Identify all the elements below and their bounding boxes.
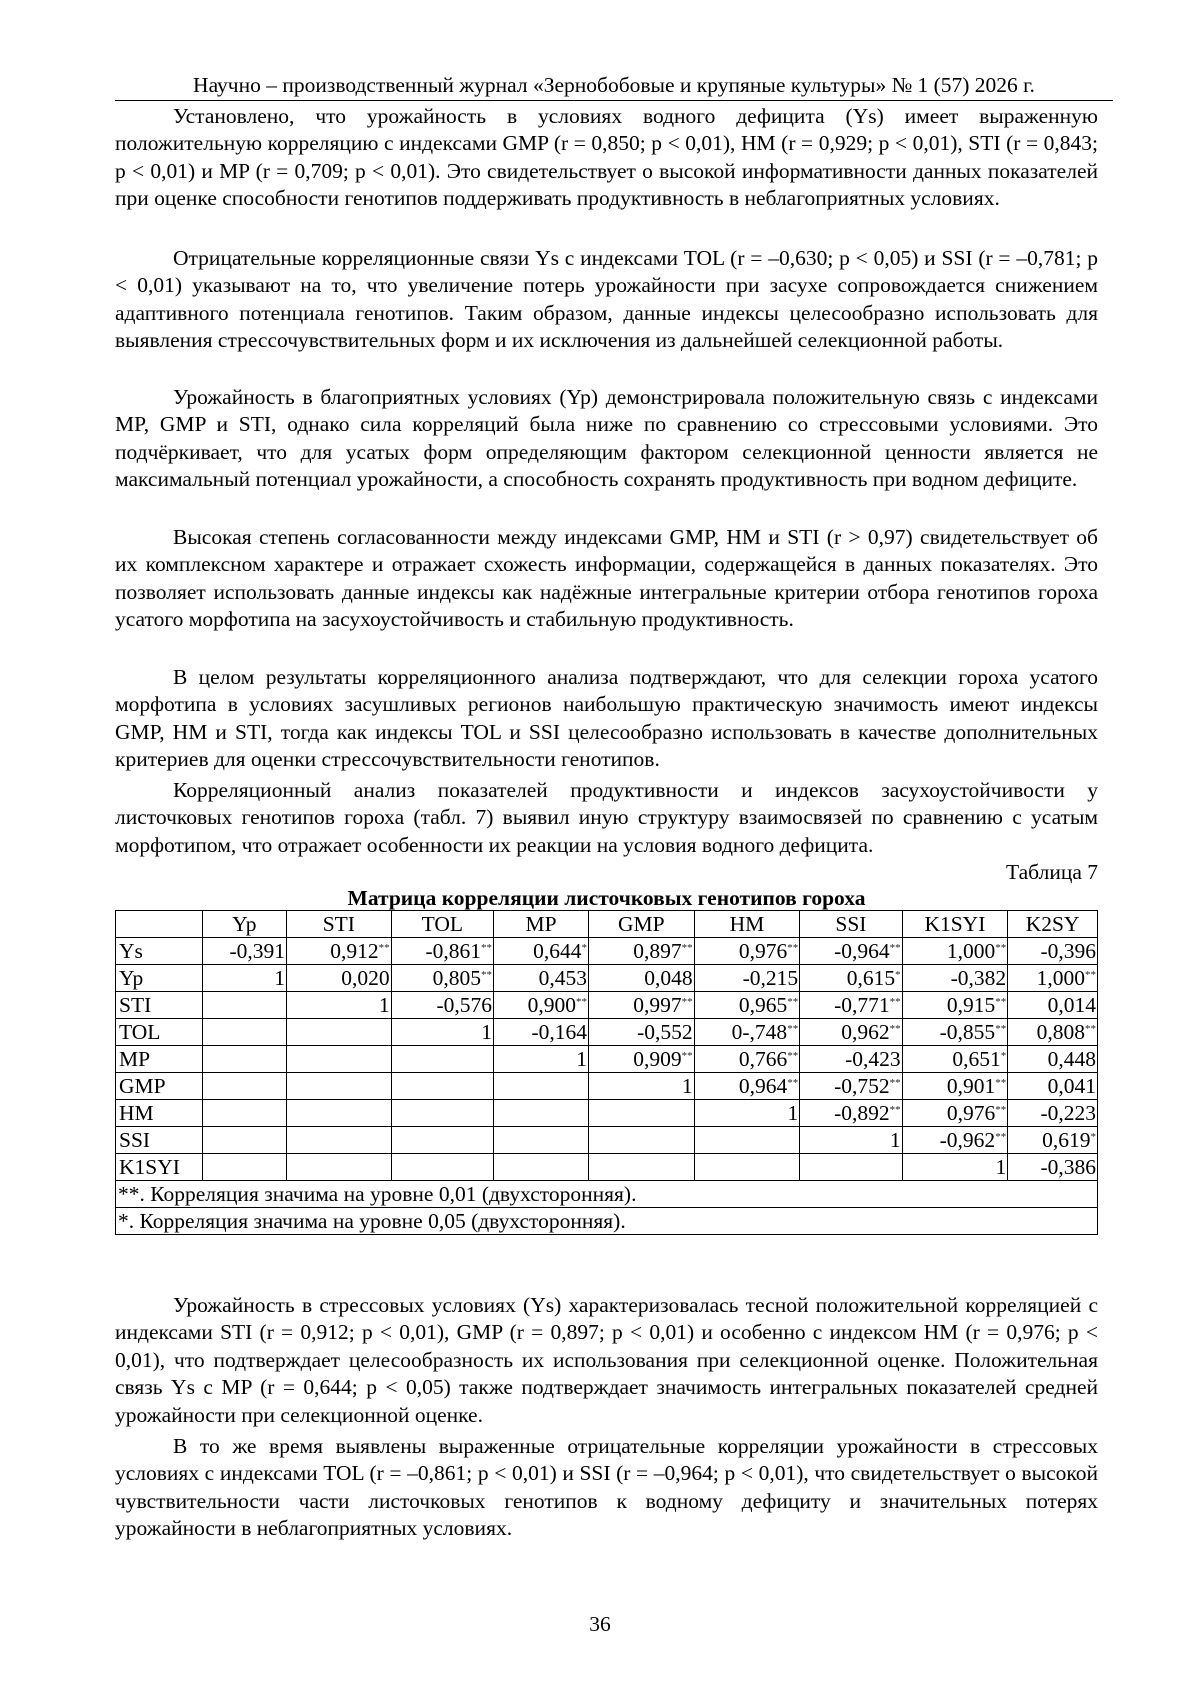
cell-value: -0,386 bbox=[1040, 1155, 1096, 1179]
cell-value: 1 bbox=[378, 993, 390, 1017]
table-cell bbox=[287, 1154, 392, 1181]
cell-value: -0,423 bbox=[845, 1047, 901, 1071]
table-cell bbox=[202, 965, 286, 992]
table-cell bbox=[287, 965, 392, 992]
table-cell bbox=[391, 1127, 493, 1154]
table-cell bbox=[391, 992, 493, 1019]
row-header: Ys bbox=[116, 938, 203, 965]
table-cell bbox=[494, 938, 589, 965]
cell-value: 0,041 bbox=[1047, 1074, 1096, 1098]
cell-value: 0,915 bbox=[946, 993, 996, 1017]
table-cell bbox=[391, 1073, 493, 1100]
cell-value: 0,651 bbox=[952, 1047, 1001, 1071]
paragraph-7: Урожайность в стрессовых условиях (Ys) характеризовалась тесной положительной корреляцией с индексами STI (r = 0,912; p < 0,01), GMP (r = 0,897; p < 0,01) и особенно с индексом HM (r = 0,976; p < 0,01), что подтверждает целесообразность их использования при селекционной оценке. Положительная связь Ys с MP (r = 0,644; p < 0,05) также подтверждает значимость интегральных показателей средней урожайности при селекционной оценке. bbox=[115, 1293, 1098, 1427]
cell-value: -0,396 bbox=[1040, 939, 1096, 963]
significance-mark: ** bbox=[1085, 1023, 1096, 1035]
significance-mark: ** bbox=[995, 1023, 1007, 1035]
table-cell bbox=[494, 1046, 589, 1073]
table-cell bbox=[902, 1127, 1008, 1154]
cell-value: 0,805 bbox=[432, 966, 481, 990]
cell-value: 0,453 bbox=[538, 966, 588, 990]
paragraph-2: Отрицательные корреляционные связи Ys с индексами TOL (r = –0,630; p < 0,05) и SSI (r = –0,781; p < 0,01) указывают на то, что увеличение потерь урожайности при засухе сопровождается снижением адаптивного потенциала генотипов. Таким образом, данные индексы целесообразно использовать для выявления стрессочувствительных форм и их исключения из дальнейшей селекционной работы. bbox=[115, 246, 1098, 353]
cell-value: 0,976 bbox=[946, 1101, 996, 1125]
significance-mark: ** bbox=[995, 1131, 1007, 1143]
table-cell bbox=[694, 938, 800, 965]
significance-mark: ** bbox=[787, 1050, 799, 1062]
cell-value: 0-,748 bbox=[731, 1020, 788, 1044]
column-header: K2SY bbox=[1008, 911, 1098, 938]
table-cell bbox=[494, 992, 589, 1019]
table-cell bbox=[287, 938, 392, 965]
cell-value: 1 bbox=[681, 1074, 693, 1098]
table-cell bbox=[202, 938, 286, 965]
cell-value: -0,382 bbox=[950, 966, 1007, 990]
cell-value: 0,014 bbox=[1047, 993, 1096, 1017]
significance-mark: ** bbox=[995, 942, 1007, 954]
table-row bbox=[116, 1046, 1098, 1073]
table-cell bbox=[1008, 1127, 1098, 1154]
table-cell bbox=[589, 992, 695, 1019]
significance-mark: ** bbox=[481, 969, 492, 981]
column-header: HM bbox=[694, 911, 800, 938]
significance-mark: ** bbox=[889, 996, 901, 1008]
cell-value: 1 bbox=[889, 1128, 901, 1152]
column-header bbox=[116, 911, 203, 938]
row-header: K1SYI bbox=[116, 1154, 203, 1181]
table-note-significance-005: *. Корреляция значима на уровне 0,05 (двухсторонняя). bbox=[116, 1208, 1098, 1235]
table-cell bbox=[287, 992, 392, 1019]
cell-value: 0,962 bbox=[841, 1020, 890, 1044]
paragraph-5: В целом результаты корреляционного анализа подтверждают, что для селекции гороха усатого морфотипа в условиях засушливых регионов наибольшую практическую значимость имеют индексы GMP, HM и STI, тогда как индексы TOL и SSI целесообразно использовать в качестве дополнительных критериев для оценки стрессочувствительности генотипов. bbox=[115, 665, 1098, 772]
cell-value: 0,808 bbox=[1036, 1020, 1085, 1044]
cell-value: -0,391 bbox=[229, 939, 286, 963]
table-cell bbox=[589, 938, 695, 965]
cell-value: -0,771 bbox=[834, 993, 890, 1017]
cell-value: 0,964 bbox=[738, 1074, 788, 1098]
paragraph-6: Корреляционный анализ показателей продуктивности и индексов засухоустойчивости у листочковых генотипов гороха (табл. 7) выявил иную структуру взаимосвязей по сравнению с усатым морфотипом, что отражает особенности их реакции на условия водного дефицита. bbox=[115, 778, 1098, 857]
table-cell bbox=[800, 1127, 902, 1154]
table-row bbox=[116, 1127, 1098, 1154]
significance-mark: ** bbox=[889, 1023, 901, 1035]
table-cell bbox=[694, 992, 800, 1019]
significance-mark: ** bbox=[995, 1104, 1007, 1116]
table-cell bbox=[391, 938, 493, 965]
cell-value: 0,615 bbox=[846, 966, 896, 990]
correlation-matrix-table bbox=[115, 910, 1098, 1235]
table-row bbox=[116, 965, 1098, 992]
row-header: SSI bbox=[116, 1127, 203, 1154]
table-cell bbox=[494, 1100, 589, 1127]
table-cell bbox=[589, 1100, 695, 1127]
table-cell bbox=[287, 1073, 392, 1100]
significance-mark: ** bbox=[995, 996, 1007, 1008]
table-row bbox=[116, 992, 1098, 1019]
table-cell bbox=[800, 1154, 902, 1181]
table-cell bbox=[1008, 965, 1098, 992]
table-cell bbox=[902, 938, 1008, 965]
table-row bbox=[116, 1100, 1098, 1127]
page-number: 36 bbox=[589, 1612, 611, 1636]
table-cell bbox=[1008, 1073, 1098, 1100]
table-cell bbox=[902, 1046, 1008, 1073]
significance-mark: ** bbox=[995, 1077, 1007, 1089]
cell-value: 1 bbox=[787, 1101, 799, 1125]
cell-value: 1,000 bbox=[946, 939, 996, 963]
significance-mark: ** bbox=[889, 1077, 901, 1089]
table-cell bbox=[202, 992, 286, 1019]
table-cell bbox=[494, 1154, 589, 1181]
significance-mark: ** bbox=[1085, 969, 1096, 981]
significance-mark: ** bbox=[787, 942, 799, 954]
table-row bbox=[116, 938, 1098, 965]
significance-mark: ** bbox=[681, 1050, 693, 1062]
table-cell bbox=[1008, 1046, 1098, 1073]
table-cell bbox=[391, 1046, 493, 1073]
table-cell bbox=[202, 1046, 286, 1073]
significance-mark: * bbox=[1090, 1131, 1096, 1143]
cell-value: 1 bbox=[274, 966, 286, 990]
table-cell bbox=[287, 1127, 392, 1154]
cell-value: -0,861 bbox=[425, 939, 481, 963]
cell-value: -0,892 bbox=[834, 1101, 890, 1125]
cell-value: 0,909 bbox=[633, 1047, 682, 1071]
cell-value: -0,962 bbox=[939, 1128, 996, 1152]
table-cell bbox=[1008, 992, 1098, 1019]
significance-mark: ** bbox=[681, 996, 693, 1008]
table-cell bbox=[589, 1019, 695, 1046]
table-cell bbox=[800, 1019, 902, 1046]
table-cell bbox=[1008, 1019, 1098, 1046]
column-header: GMP bbox=[589, 911, 695, 938]
table-cell bbox=[800, 992, 902, 1019]
table-cell bbox=[494, 1019, 589, 1046]
table-row bbox=[116, 1154, 1098, 1181]
table-note-significance-001: **. Корреляция значима на уровне 0,01 (двухсторонняя). bbox=[116, 1181, 1098, 1208]
table-cell bbox=[391, 1100, 493, 1127]
cell-value: -0,215 bbox=[742, 966, 799, 990]
cell-value: 0,897 bbox=[633, 939, 682, 963]
significance-mark: ** bbox=[889, 1104, 901, 1116]
cell-value: 0,976 bbox=[738, 939, 788, 963]
table-cell bbox=[589, 1127, 695, 1154]
cell-value: 0,912 bbox=[330, 939, 379, 963]
cell-value: 0,900 bbox=[527, 993, 577, 1017]
table-cell bbox=[902, 965, 1008, 992]
table-cell bbox=[589, 1073, 695, 1100]
significance-mark: * bbox=[581, 942, 588, 954]
table-cell bbox=[694, 1046, 800, 1073]
table-cell bbox=[694, 1154, 800, 1181]
table-cell bbox=[494, 1073, 589, 1100]
row-header: STI bbox=[116, 992, 203, 1019]
cell-value: -0,752 bbox=[834, 1074, 890, 1098]
cell-value: 0,644 bbox=[533, 939, 582, 963]
paragraph-8: В то же время выявлены выраженные отрицательные корреляции урожайности в стрессовых условиях с индексами TOL (r = –0,861; p < 0,01) и SSI (r = –0,964; p < 0,01), что свидетельствует о высокой чувствительности части листочковых генотипов к водному дефициту и значительных потерях урожайности в неблагоприятных условиях. bbox=[115, 1434, 1098, 1541]
cell-value: -0,552 bbox=[637, 1020, 693, 1044]
table-cell bbox=[694, 1127, 800, 1154]
table-cell bbox=[800, 1073, 902, 1100]
cell-value: 1,000 bbox=[1036, 966, 1085, 990]
table-cell bbox=[494, 965, 589, 992]
cell-value: -0,964 bbox=[834, 939, 890, 963]
cell-value: -0,855 bbox=[939, 1020, 996, 1044]
row-header: TOL bbox=[116, 1019, 203, 1046]
cell-value: 0,448 bbox=[1047, 1047, 1096, 1071]
cell-value: 0,766 bbox=[738, 1047, 788, 1071]
significance-mark: ** bbox=[889, 942, 901, 954]
table-cell bbox=[391, 1019, 493, 1046]
significance-mark: ** bbox=[481, 942, 492, 954]
table-cell bbox=[287, 1019, 392, 1046]
column-header: SSI bbox=[800, 911, 902, 938]
table-cell bbox=[694, 1100, 800, 1127]
table-cell bbox=[902, 1154, 1008, 1181]
table-cell bbox=[287, 1100, 392, 1127]
table-cell bbox=[202, 1127, 286, 1154]
journal-header: Научно – производственный журнал «Зернобобовые и крупяные культуры» № 1 (57) 2026 г. bbox=[115, 70, 1113, 101]
table-cell bbox=[1008, 938, 1098, 965]
paragraph-3: Урожайность в благоприятных условиях (Yp) демонстрировала положительную связь с индексами MP, GMP и STI, однако сила корреляций была ниже по сравнению со стрессовыми условиями. Это подчёркивает, что для усатых форм определяющим фактором селекционной ценности является не максимальный потенциал урожайности, а способность сохранять продуктивность при водном дефиците. bbox=[115, 385, 1098, 492]
table-cell bbox=[800, 1046, 902, 1073]
table-cell bbox=[391, 1154, 493, 1181]
table-cell bbox=[287, 1046, 392, 1073]
significance-mark: ** bbox=[681, 942, 693, 954]
significance-mark: ** bbox=[378, 942, 390, 954]
table-row bbox=[116, 1073, 1098, 1100]
table-cell bbox=[800, 965, 902, 992]
table-cell bbox=[1008, 1154, 1098, 1181]
row-header: GMP bbox=[116, 1073, 203, 1100]
table-cell bbox=[694, 965, 800, 992]
column-header: Yp bbox=[202, 911, 286, 938]
significance-mark: * bbox=[895, 969, 901, 981]
table-cell bbox=[589, 965, 695, 992]
table-cell bbox=[202, 1154, 286, 1181]
table-cell bbox=[694, 1019, 800, 1046]
column-header: STI bbox=[287, 911, 392, 938]
cell-value: 0,048 bbox=[644, 966, 693, 990]
column-header: K1SYI bbox=[902, 911, 1008, 938]
paragraph-4: Высокая степень согласованности между индексами GMP, HM и STI (r > 0,97) свидетельствует об их комплексном характере и отражает схожесть информации, содержащейся в данных показателях. Это позволяет использовать данные индексы как надёжные интегральные критерии отбора генотипов гороха усатого морфотипа на засухоустойчивость и стабильную продуктивность. bbox=[115, 525, 1098, 632]
table-cell bbox=[902, 1100, 1008, 1127]
significance-mark: * bbox=[1000, 1050, 1007, 1062]
cell-value: -0,164 bbox=[531, 1020, 588, 1044]
table-caption: Таблица 7 bbox=[1006, 860, 1098, 884]
significance-mark: ** bbox=[787, 1077, 799, 1089]
table-cell bbox=[902, 1019, 1008, 1046]
table-cell bbox=[589, 1046, 695, 1073]
cell-value: 0,997 bbox=[633, 993, 682, 1017]
table-cell bbox=[202, 1073, 286, 1100]
table-cell bbox=[589, 1154, 695, 1181]
column-header: MP bbox=[494, 911, 589, 938]
table-cell bbox=[1008, 1100, 1098, 1127]
table-cell bbox=[694, 1073, 800, 1100]
cell-value: 0,020 bbox=[341, 966, 390, 990]
significance-mark: ** bbox=[787, 1023, 799, 1035]
cell-value: -0,576 bbox=[436, 993, 492, 1017]
table-row bbox=[116, 1019, 1098, 1046]
paragraph-1: Установлено, что урожайность в условиях водного дефицита (Ys) имеет выраженную положительную корреляцию с индексами GMP (r = 0,850; p < 0,01), HM (r = 0,929; p < 0,01), STI (r = 0,843; p < 0,01) и MP (r = 0,709; p < 0,01). Это свидетельствует о высокой информативности данных показателей при оценке способности генотипов поддерживать продуктивность в неблагоприятных условиях. bbox=[115, 104, 1098, 211]
table-header-row bbox=[116, 911, 1098, 938]
significance-mark: ** bbox=[576, 996, 588, 1008]
table-body bbox=[116, 938, 1098, 1181]
cell-value: -0,223 bbox=[1040, 1101, 1096, 1125]
cell-value: 1 bbox=[481, 1020, 492, 1044]
column-header: TOL bbox=[391, 911, 493, 938]
table-title: Матрица корреляции листочковых генотипов гороха bbox=[347, 886, 866, 910]
significance-mark: ** bbox=[787, 996, 799, 1008]
cell-value: 1 bbox=[576, 1047, 588, 1071]
table-cell bbox=[902, 992, 1008, 1019]
cell-value: 0,965 bbox=[738, 993, 788, 1017]
table-cell bbox=[202, 1100, 286, 1127]
cell-value: 0,901 bbox=[946, 1074, 996, 1098]
table-cell bbox=[494, 1127, 589, 1154]
row-header: HM bbox=[116, 1100, 203, 1127]
table-cell bbox=[391, 965, 493, 992]
table-cell bbox=[202, 1019, 286, 1046]
table-cell bbox=[800, 938, 902, 965]
cell-value: 1 bbox=[995, 1155, 1007, 1179]
row-header: Yp bbox=[116, 965, 203, 992]
table-cell bbox=[902, 1073, 1008, 1100]
table-cell bbox=[800, 1100, 902, 1127]
row-header: MP bbox=[116, 1046, 203, 1073]
cell-value: 0,619 bbox=[1042, 1128, 1091, 1152]
